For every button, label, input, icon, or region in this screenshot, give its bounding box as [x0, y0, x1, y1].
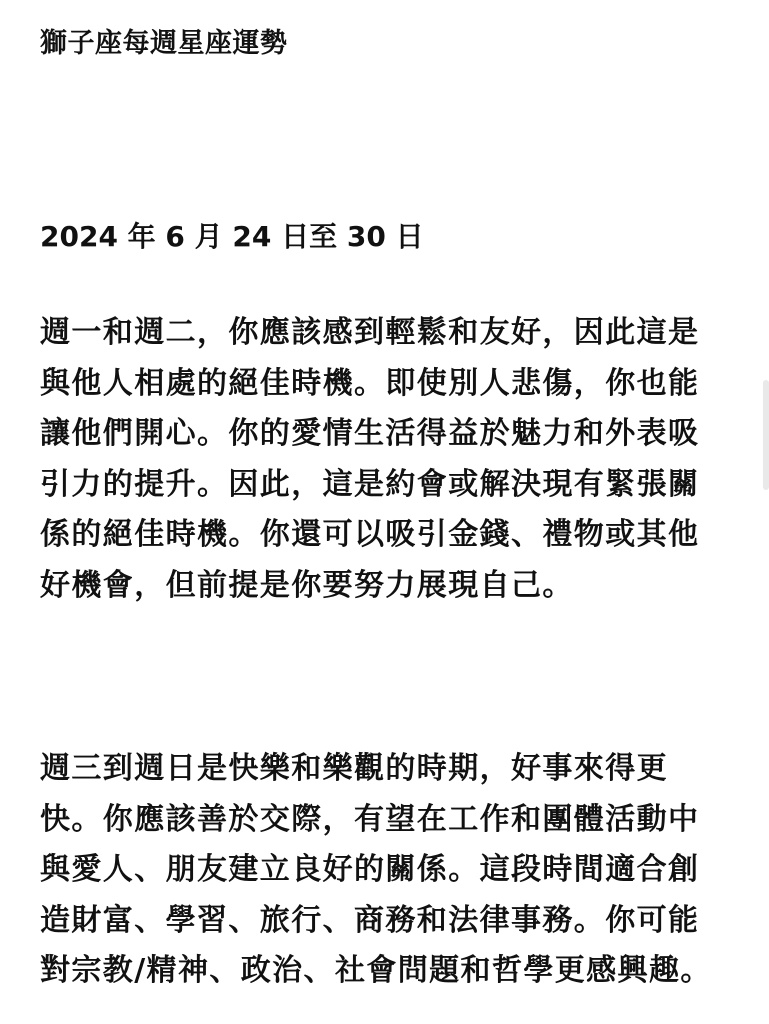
paragraph-line: 週三到週日是快樂和樂觀的時期，好事來得更 — [40, 751, 668, 786]
paragraph-line: 快。你應該善於交際，有望在工作和團體活動中 — [40, 801, 700, 837]
paragraph-line: 與他人相處的絕佳時機。即使別人悲傷，你也能 — [40, 365, 700, 401]
paragraph-2 — [40, 744, 730, 997]
paragraph-1 — [40, 308, 730, 611]
paragraph-line: 造財富、學習、旅行、商務和法律事務。你可能 — [40, 902, 700, 938]
date-range: 2024 年 6 月 24 日至 30 日 — [40, 220, 424, 253]
paragraph-line: 好機會，但前提是你要努力展現自己。 — [40, 567, 574, 603]
paragraph-line: 係的絕佳時機。你還可以吸引金錢、禮物或其他 — [40, 517, 700, 552]
paragraph-line: 對宗教/精神、政治、社會問題和哲學更感興趣。 — [40, 953, 712, 988]
paragraph-line: 讓他們開心。你的愛情生活得益於魅力和外表吸 — [40, 416, 700, 451]
paragraph-line: 週一和週二，你應該感到輕鬆和友好，因此這是 — [40, 315, 700, 350]
scrollbar-thumb[interactable] — [763, 380, 769, 490]
paragraph-line: 引力的提升。因此，這是約會或解決現有緊張關 — [40, 466, 700, 502]
paragraph-line: 與愛人、朋友建立良好的關係。這段時間適合創 — [40, 852, 700, 887]
article-title: 獅子座每週星座運勢 — [40, 28, 288, 59]
